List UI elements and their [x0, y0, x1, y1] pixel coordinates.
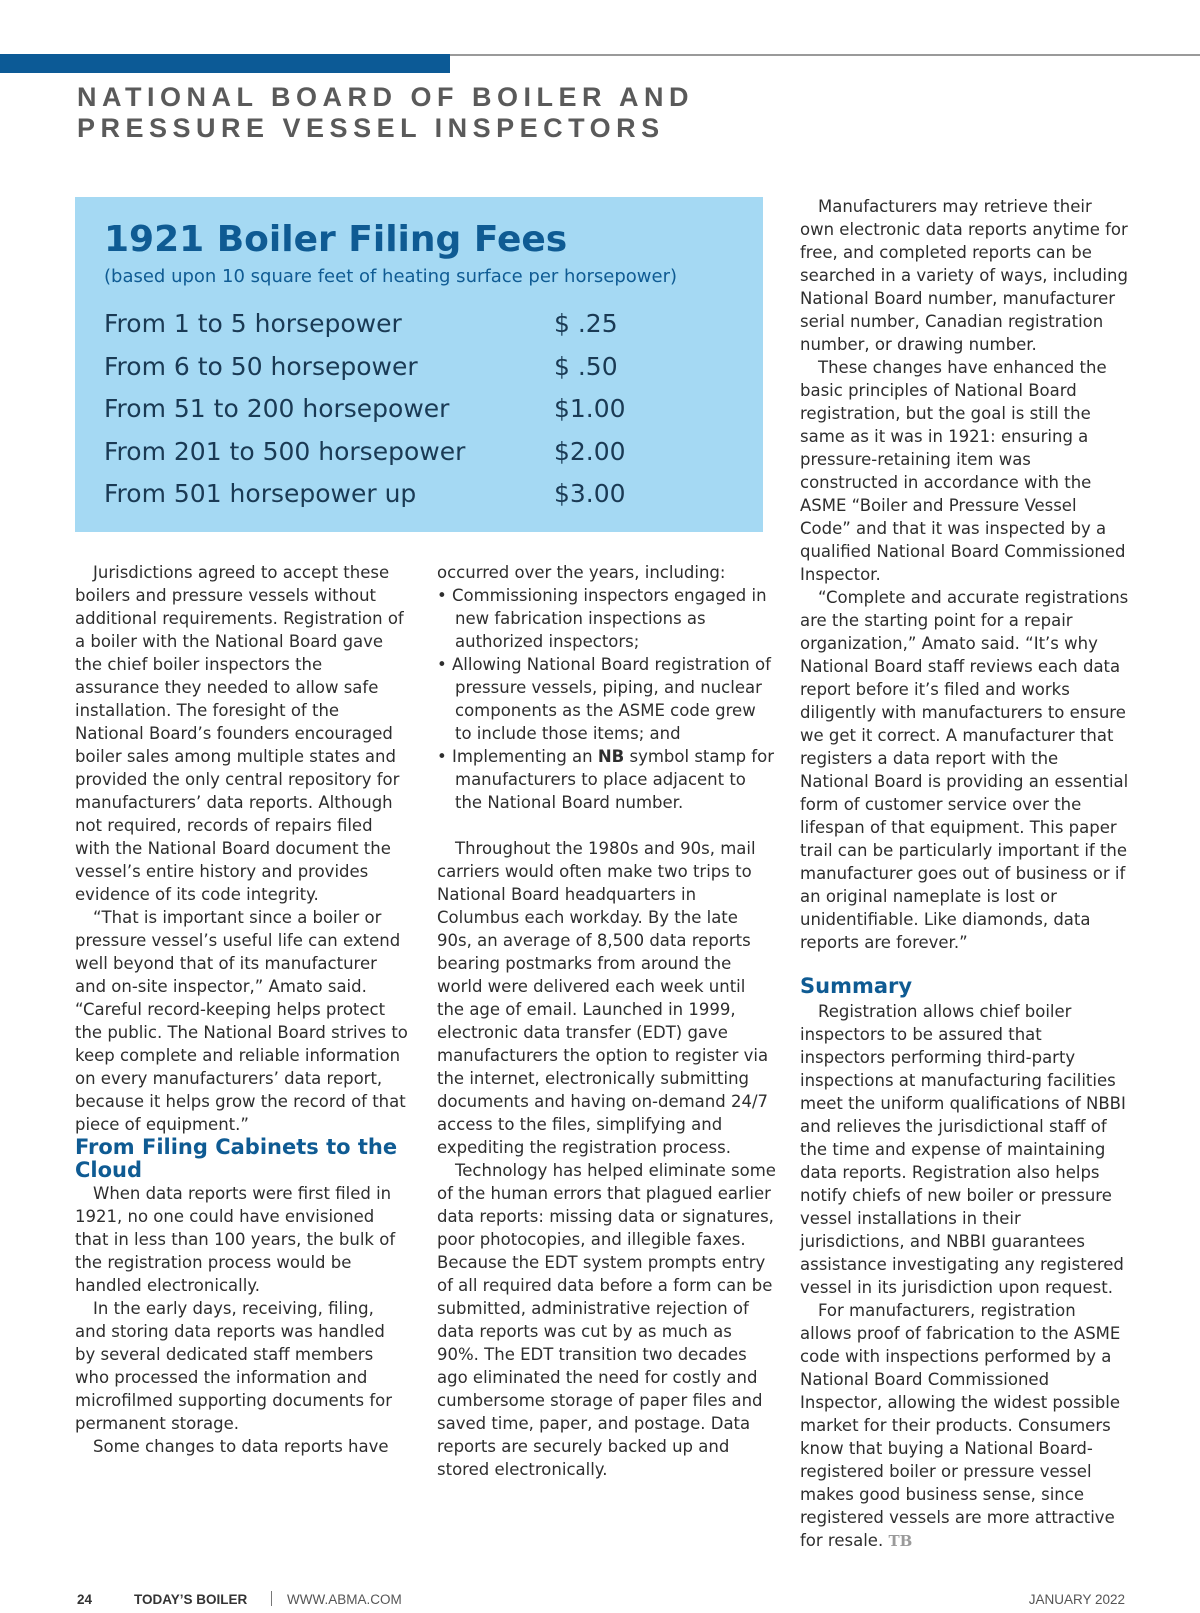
changes-list — [437, 584, 777, 814]
end-mark: TB — [888, 1532, 913, 1550]
list-item: • Commissioning inspectors engaged in new fabrication inspections as authorized inspectors; — [437, 584, 777, 653]
paragraph: Registration allows chief boiler inspectors to be assured that inspectors performing third-party inspections at manufacturing facilities meet the uniform qualifications of NBBI and relieves the jurisdictional staff of the time and expense of maintaining data reports. Registration also helps notify chiefs of new boiler or pressure vessel installations in their jurisdictions, and NBBI guarantees assistance investigating any registered vessel in its jurisdiction upon request. — [800, 1002, 1126, 1297]
fee-row — [104, 473, 763, 516]
list-item: • Allowing National Board registration of pressure vessels, piping, and nuclear components as the ASME code grew to include those items; and — [437, 653, 777, 745]
section-heading-summary: Summary — [800, 974, 913, 998]
fee-box-subtitle: (based upon 10 square feet of heating surface per horsepower) — [104, 266, 677, 287]
page-footer — [0, 1592, 1200, 1612]
page-number: 24 — [77, 1592, 93, 1607]
fee-range: From 51 to 200 horsepower — [104, 394, 450, 423]
footer-divider — [271, 1591, 272, 1606]
header-accent-bar — [0, 54, 450, 73]
fee-range: From 1 to 5 horsepower — [104, 309, 402, 338]
paragraph: occurred over the years, including: — [437, 563, 726, 582]
fee-box-title: 1921 Boiler Filing Fees — [104, 219, 568, 260]
paragraph: Manufacturers may retrieve their own electronic data reports anytime for free, and completed reports can be searched in a variety of ways, including National Board number, manufacturer serial number, Canadian registration number, or drawing number. — [800, 197, 1128, 354]
fee-amount: $2.00 — [554, 436, 626, 466]
paragraph: “Complete and accurate registrations are the starting point for a repair organization,” Amato said. “It’s why National Board staff reviews each data report before it’s filed and works diligently with manufacturers to ensure we get it correct. A manufacturer that registers a data report with the National Board is providing an essential form of customer service over the lifespan of that equipment. This paper trail can be particularly important if the manufacturer goes out of business or if an original nameplate is lost or unidentifiable. Like diamonds, data reports are forever.” — [800, 588, 1129, 952]
paragraph: “That is important since a boiler or pressure vessel’s useful life can extend well beyond that of its manufacturer and on-site inspector,” Amato said. “Careful record-keeping helps protect the public. The National Board strives to keep complete and reliable information on every manufacturers’ data report, because it helps grow the record of that piece of equipment.” — [75, 908, 408, 1134]
fee-amount: $1.00 — [554, 394, 626, 423]
organization-title — [77, 82, 777, 144]
list-item-text: symbol stamp for manufacturers to place adjacent to the National Board number. — [455, 747, 774, 812]
fee-row — [104, 431, 763, 474]
paragraph: Throughout the 1980s and 90s, mail carriers would often make two trips to National Board headquarters in Columbus each workday. By the late 90s, an average of 8,500 data reports bearing postmarks from around the world were delivered each week until the age of email. Launched in 1999, electronic data transfer (EDT) gave manufacturers the option to register via the internet, electronically submitting documents and having on-demand 24/7 access to the files, simplifying and expediting the registration process. — [437, 839, 769, 1157]
article-column-3 — [800, 195, 1130, 1553]
article-column-1 — [75, 561, 410, 1458]
fee-amount: $ .50 — [554, 351, 618, 381]
fee-amount: $ .25 — [554, 309, 618, 338]
nb-stamp-text: NB — [597, 747, 625, 766]
org-title-line-1: NATIONAL BOARD OF BOILER AND — [77, 82, 694, 112]
paragraph: In the early days, receiving, filing, and storing data reports was handled by several dedicated staff members who processed the information and microfilmed supporting documents for permanent storage. — [75, 1299, 393, 1433]
paragraph-text: For manufacturers, registration allows proof of fabrication to the ASME code with inspections performed by a National Board Commissioned Inspector, allowing the widest possible market for their products. Consumers know that buying a National Board-registered boiler or pressure vessel makes good business sense, since registered vessels are more attractive for resale. — [800, 1301, 1121, 1550]
fee-row — [104, 303, 763, 346]
paragraph: Some changes to data reports have — [93, 1437, 389, 1456]
paragraph: Technology has helped eliminate some of the human errors that plagued earlier data reports: missing data or signatures, poor photocopies, and illegible faxes. Because the EDT system prompts entry of all required data before a form can be submitted, administrative rejection of data reports was cut by as much as 90%. The EDT transition two decades ago eliminated the need for costly and cumbersome storage of paper files and saved time, paper, and postage. Data reports are securely backed up and stored electronically. — [437, 1161, 776, 1479]
paragraph — [800, 1299, 1130, 1553]
fee-row — [104, 388, 763, 431]
fee-range: From 6 to 50 horsepower — [104, 351, 418, 381]
paragraph: These changes have enhanced the basic principles of National Board registration, but the goal is still the same as it was in 1921: ensuring a pressure-retaining item was constructed in accordance with the ASME “Boiler and Pressure Vessel Code” and that it was inspected by a qualified National Board Commissioned Inspector. — [800, 358, 1126, 584]
paragraph: Jurisdictions agreed to accept these boilers and pressure vessels without additional requirements. Registration of a boiler with the National Board gave the chief boiler inspectors the assurance they needed to allow safe installation. The foresight of the National Board’s founders encouraged boiler sales among multiple states and provided the only central repository for manufacturers’ data reports. Although not required, records of repairs filed with the National Board document the vessel’s entire history and provides evidence of its code integrity. — [75, 563, 404, 904]
list-item-text: Implementing an — [451, 747, 598, 766]
article-column-2 — [437, 561, 777, 1481]
magazine-name: TODAY’S BOILER — [134, 1592, 248, 1607]
filing-fees-box — [75, 197, 763, 532]
paragraph: When data reports were first filed in 1921, no one could have envisioned that in less than 100 years, the bulk of the registration process would be handled electronically. — [75, 1184, 396, 1295]
fee-range: From 501 horsepower up — [104, 479, 417, 508]
section-heading-cloud: From Filing Cabinets to the Cloud — [75, 1135, 398, 1182]
org-title-line-2: PRESSURE VESSEL INSPECTORS — [77, 113, 665, 143]
website-link[interactable]: WWW.ABMA.COM — [287, 1592, 402, 1607]
fee-amount: $3.00 — [554, 479, 626, 508]
fee-row — [104, 346, 763, 389]
header-rule — [450, 54, 1200, 56]
issue-date: JANUARY 2022 — [1028, 1592, 1125, 1607]
fee-range: From 201 to 500 horsepower — [104, 436, 466, 466]
list-item — [437, 745, 777, 814]
